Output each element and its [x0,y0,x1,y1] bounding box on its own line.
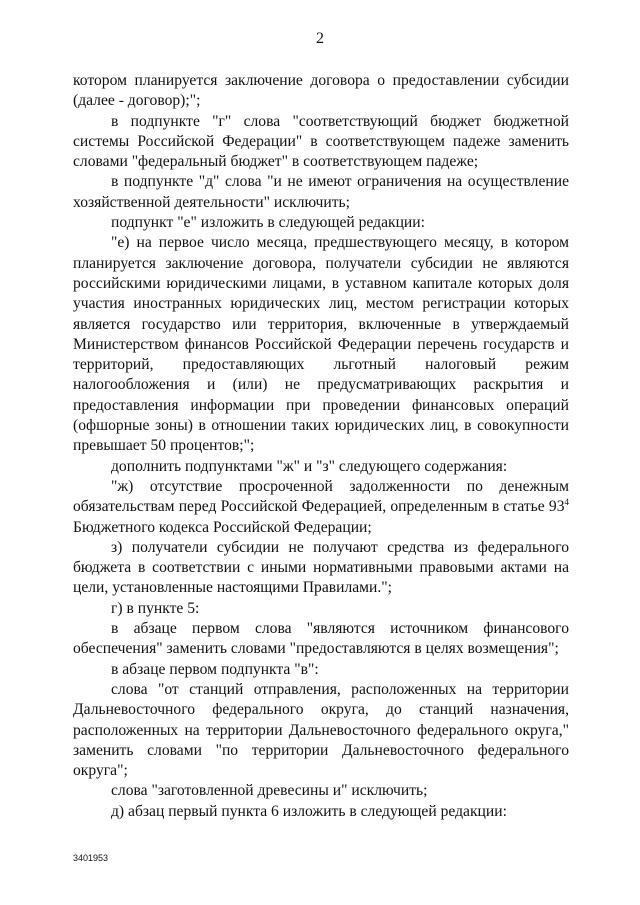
paragraph-subpoint-e-intro: подпункт "е" изложить в следующей редакции: [111,214,425,232]
paragraph-point-5-first: в абзаце первом слова "являются источником финансового обеспечения" заменить словами "предоставляются в целях возмещения"; [73,620,569,658]
paragraph-subpoint-zh-after: Бюджетного кодекса Российской Федерации; [73,518,372,536]
paragraph-subpoint-zh [73,477,569,538]
page-number: 2 [316,30,324,47]
paragraph-subpoint-z: з) получатели субсидии не получают средства из федерального бюджета в соответствии с иными нормативными правовыми актами на цели, установленные настоящими Правилами."; [73,538,569,597]
paragraph-timber: слова "заготовленной древесины и" исключить; [111,782,428,800]
document-code: 3401953 [73,853,109,863]
paragraph-subpoint-zh-before: "ж) отсутствие просроченной задолженности по денежным обязательствам перед Российской Федерацией, определенным в статье 93 [73,477,569,516]
article-superscript: 4 [564,497,569,508]
paragraph-point-6: д) абзац первый пункта 6 изложить в следующей редакции: [111,802,507,820]
paragraph-point-5-subpoint-v: в абзаце первом подпункта "в": [111,660,319,678]
paragraph-subpoint-e-text: "е) на первое число месяца, предшествующего месяцу, в котором планируется заключение договора, получатели субсидии не являются российскими юридическими лицами, в уставном капитале которых доля участия иностранных юридических лиц, местом регистрации которых является государство или территория, включенные в утверждаемый Министерством финансов Российской Федерации перечень государств и территорий, предоставляющих льготный налоговый режим налогообложения и (или) не предусматривающих раскрытия и предоставления информации при проведении финансовых операций (офшорные зоны) в отношении таких юридических лиц, в совокупности превышает 50 процентов;"; [73,234,569,455]
paragraph-stations: слова "от станций отправления, расположенных на территории Дальневосточного федерального округа, до станций назначения, расположенных на территории Дальневосточного федерального округа," заменить словами "по территории Дальневосточного федерального округа"; [73,680,569,780]
paragraph-add-subpoints: дополнить подпунктами "ж" и "з" следующего содержания: [111,457,508,475]
paragraph-continuation: котором планируется заключение договора о предоставлении субсидии (далее - договор);"; [73,72,569,110]
paragraph-point-5: г) в пункте 5: [111,599,200,617]
paragraph-subpoint-d: в подпункте "д" слова "и не имеют ограничения на осуществление хозяйственной деятельности" исключить; [73,173,569,211]
paragraph-subpoint-g: в подпункте "г" слова "соответствующий бюджет бюджетной системы Российской Федерации" в соответствующем падеже заменить словами "федеральный бюджет" в соответствующем падеже; [73,112,569,171]
document-body [73,71,569,822]
